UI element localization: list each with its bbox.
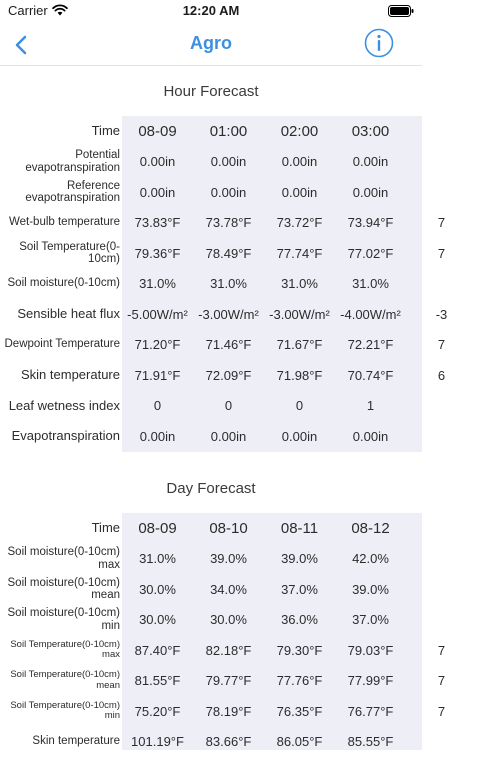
status-bar bbox=[0, 0, 422, 24]
table-cell: -3.00W/m² bbox=[264, 299, 335, 330]
table-cell: 7 bbox=[406, 208, 477, 239]
table-cell: 73.78°F bbox=[193, 208, 264, 239]
page-title: Agro bbox=[0, 33, 422, 54]
table-cell: 7 bbox=[406, 635, 477, 666]
row-label: Soil moisture(0-10cm) bbox=[0, 269, 120, 300]
row-label: Soil Temperature(0-10cm) mean bbox=[0, 666, 120, 697]
row-label: Reference evapotranspiration bbox=[0, 177, 120, 208]
column-time: 08-11 bbox=[264, 513, 335, 544]
table-cell: 7 bbox=[406, 696, 477, 727]
table-cell: 7 bbox=[406, 330, 477, 361]
table-cell: 39.0% bbox=[264, 544, 335, 575]
table-cell bbox=[406, 177, 477, 208]
carrier-label: Carrier bbox=[8, 3, 48, 18]
table-cell: 0 bbox=[193, 391, 264, 422]
table-cell: 30.0% bbox=[193, 605, 264, 636]
column-time: 08-09 bbox=[122, 116, 193, 147]
table-cell: 72.09°F bbox=[193, 360, 264, 391]
table-cell: -3.00W/m² bbox=[193, 299, 264, 330]
hour-forecast-grid[interactable] bbox=[122, 116, 422, 452]
table-cell: 0.00in bbox=[264, 421, 335, 452]
table-cell: 71.91°F bbox=[122, 360, 193, 391]
table-cell: 0 bbox=[122, 391, 193, 422]
table-cell: 39.0% bbox=[335, 574, 406, 605]
table-cell: 79.03°F bbox=[335, 635, 406, 666]
row-label: Dewpoint Temperature bbox=[0, 330, 120, 361]
table-cell: 87.40°F bbox=[122, 635, 193, 666]
table-cell bbox=[406, 544, 477, 575]
table-cell: -3 bbox=[406, 299, 477, 330]
row-label: Soil moisture(0-10cm) min bbox=[0, 605, 120, 636]
row-label: Soil Temperature(0-10cm) min bbox=[0, 696, 120, 727]
table-cell: 101.19°F bbox=[122, 727, 193, 757]
table-cell: 0.00in bbox=[193, 147, 264, 178]
table-cell: 76.35°F bbox=[264, 696, 335, 727]
table-cell: 31.0% bbox=[122, 269, 193, 300]
row-label: Soil moisture(0-10cm) mean bbox=[0, 574, 120, 605]
table-cell: 34.0% bbox=[193, 574, 264, 605]
table-cell: 0.00in bbox=[122, 147, 193, 178]
table-cell: 0.00in bbox=[335, 147, 406, 178]
column-time: 08-12 bbox=[335, 513, 406, 544]
table-cell: 0.00in bbox=[335, 421, 406, 452]
table-cell: 70.74°F bbox=[335, 360, 406, 391]
table-cell: 71.46°F bbox=[193, 330, 264, 361]
hour-forecast-labels bbox=[0, 116, 122, 452]
table-cell: 83.66°F bbox=[193, 727, 264, 757]
status-time: 12:20 AM bbox=[0, 3, 422, 18]
row-label: Wet-bulb temperature bbox=[0, 208, 120, 239]
table-cell: 0.00in bbox=[335, 177, 406, 208]
table-cell bbox=[406, 574, 477, 605]
row-label: Potential evapotranspiration bbox=[0, 147, 120, 178]
table-cell: 0.00in bbox=[122, 421, 193, 452]
table-cell: 0.00in bbox=[264, 147, 335, 178]
column-time: 03:00 bbox=[335, 116, 406, 147]
table-cell: 0 bbox=[264, 391, 335, 422]
table-cell: 39.0% bbox=[193, 544, 264, 575]
table-cell: 76.77°F bbox=[335, 696, 406, 727]
table-cell: 79.30°F bbox=[264, 635, 335, 666]
column-time: 08-09 bbox=[122, 513, 193, 544]
table-cell: 0.00in bbox=[193, 421, 264, 452]
table-cell: -4.00W/m² bbox=[335, 299, 406, 330]
row-label: Leaf wetness index bbox=[0, 391, 120, 422]
row-label: Skin temperature bbox=[0, 727, 120, 757]
table-cell bbox=[406, 421, 477, 452]
row-label: Time bbox=[0, 513, 120, 544]
table-cell: 31.0% bbox=[264, 269, 335, 300]
table-cell: 42.0% bbox=[335, 544, 406, 575]
table-cell: 37.0% bbox=[335, 605, 406, 636]
table-cell: 1 bbox=[335, 391, 406, 422]
hour-forecast-title: Hour Forecast bbox=[0, 83, 422, 100]
day-forecast-labels bbox=[0, 513, 122, 750]
table-cell: 6 bbox=[406, 360, 477, 391]
table-cell: -5.00W/m² bbox=[122, 299, 193, 330]
table-cell: 77.02°F bbox=[335, 238, 406, 269]
table-cell: 71.67°F bbox=[264, 330, 335, 361]
column-time: 02:00 bbox=[264, 116, 335, 147]
navigation-bar bbox=[0, 24, 422, 66]
table-cell: 75.20°F bbox=[122, 696, 193, 727]
info-button[interactable] bbox=[364, 28, 394, 58]
table-cell: 77.76°F bbox=[264, 666, 335, 697]
table-cell: 31.0% bbox=[335, 269, 406, 300]
table-cell: 71.20°F bbox=[122, 330, 193, 361]
column-time bbox=[406, 116, 477, 147]
table-cell: 0.00in bbox=[122, 177, 193, 208]
table-cell: 73.94°F bbox=[335, 208, 406, 239]
table-cell: 82.18°F bbox=[193, 635, 264, 666]
table-cell: 30.0% bbox=[122, 574, 193, 605]
table-cell: 86.05°F bbox=[264, 727, 335, 757]
row-label: Evapotranspiration bbox=[0, 421, 120, 452]
table-cell bbox=[406, 605, 477, 636]
row-label: Soil Temperature(0-10cm) max bbox=[0, 635, 120, 666]
table-cell: 0.00in bbox=[264, 177, 335, 208]
row-label: Skin temperature bbox=[0, 360, 120, 391]
row-label: Sensible heat flux bbox=[0, 299, 120, 330]
table-cell: 30.0% bbox=[122, 605, 193, 636]
table-cell: 31.0% bbox=[122, 544, 193, 575]
table-cell: 73.83°F bbox=[122, 208, 193, 239]
row-label: Soil Temperature(0-10cm) bbox=[0, 238, 120, 269]
day-forecast-grid[interactable] bbox=[122, 513, 422, 750]
table-cell bbox=[406, 147, 477, 178]
table-cell: 81.55°F bbox=[122, 666, 193, 697]
table-cell: 71.98°F bbox=[264, 360, 335, 391]
table-cell: 36.0% bbox=[264, 605, 335, 636]
row-label: Time bbox=[0, 116, 120, 147]
table-cell bbox=[406, 727, 477, 757]
table-cell: 85.55°F bbox=[335, 727, 406, 757]
table-cell: 77.74°F bbox=[264, 238, 335, 269]
row-label: Soil moisture(0-10cm) max bbox=[0, 544, 120, 575]
table-cell: 7 bbox=[406, 238, 477, 269]
column-time bbox=[406, 513, 477, 544]
table-cell: 78.49°F bbox=[193, 238, 264, 269]
table-cell: 31.0% bbox=[193, 269, 264, 300]
table-cell: 79.77°F bbox=[193, 666, 264, 697]
column-time: 01:00 bbox=[193, 116, 264, 147]
table-cell: 72.21°F bbox=[335, 330, 406, 361]
table-cell: 7 bbox=[406, 666, 477, 697]
table-cell: 78.19°F bbox=[193, 696, 264, 727]
table-cell: 77.99°F bbox=[335, 666, 406, 697]
table-cell bbox=[406, 269, 477, 300]
info-icon bbox=[364, 28, 394, 58]
battery-icon bbox=[388, 5, 414, 17]
table-cell: 73.72°F bbox=[264, 208, 335, 239]
table-cell: 0.00in bbox=[193, 177, 264, 208]
table-cell: 79.36°F bbox=[122, 238, 193, 269]
column-time: 08-10 bbox=[193, 513, 264, 544]
day-forecast-title: Day Forecast bbox=[0, 480, 422, 497]
table-cell: 37.0% bbox=[264, 574, 335, 605]
table-cell bbox=[406, 391, 477, 422]
